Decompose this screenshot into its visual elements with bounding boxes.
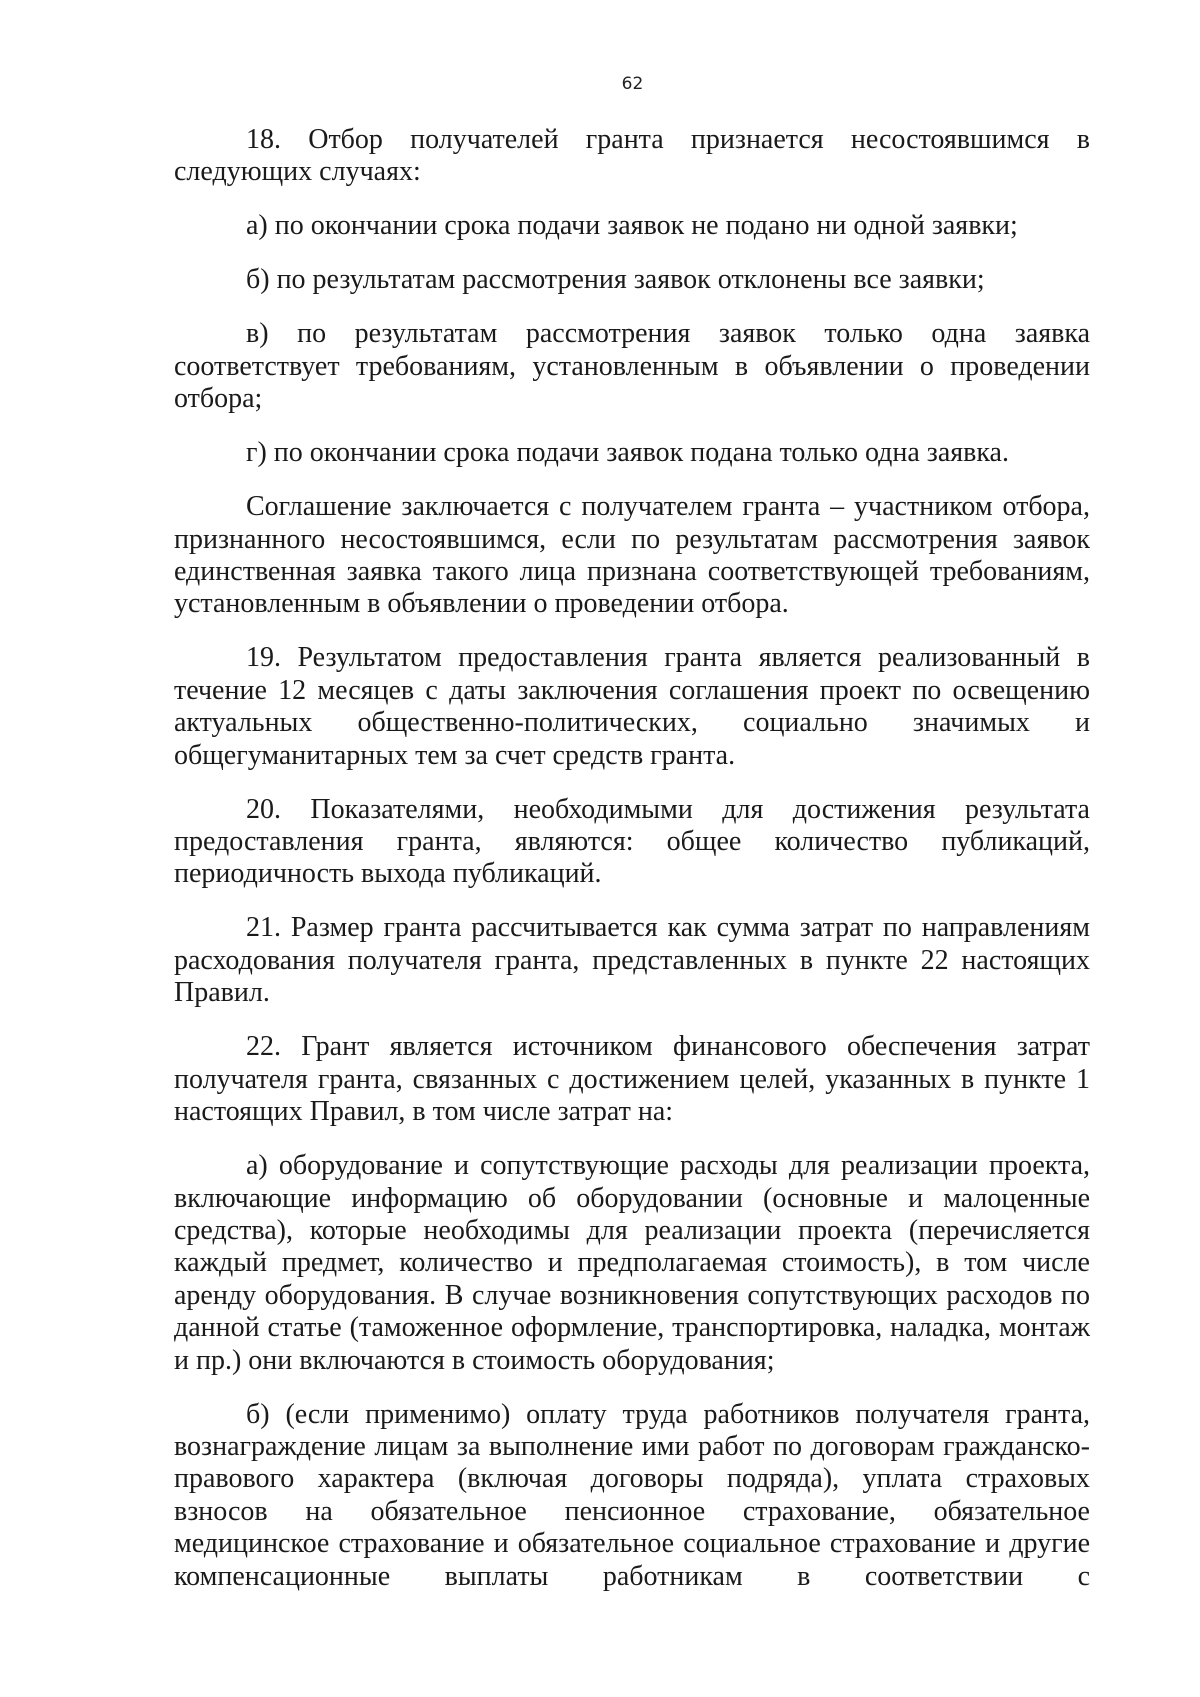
paragraph-18-g: г) по окончании срока подачи заявок подана только одна заявка. (246, 437, 1009, 469)
paragraph-18: 18. Отбор получателей гранта признается несостоявшимся в следующих случаях: (174, 124, 1090, 188)
document-body (174, 124, 1090, 1593)
paragraph-18-v: в) по результатам рассмотрения заявок только одна заявка соответствует требованиям, установленным в объявлении о проведении отбора; (174, 318, 1090, 415)
paragraph-21: 21. Размер гранта рассчитывается как сумма затрат по направлениям расходования получателя гранта, представленных в пункте 22 настоящих Правил. (174, 912, 1090, 1009)
paragraph-18-b: б) по результатам рассмотрения заявок отклонены все заявки; (246, 264, 985, 296)
paragraph-22-b: б) (если применимо) оплату труда работников получателя гранта, вознаграждение лицам за выполнение ими работ по договорам гражданско-правового характера (включая договоры подряда), уплата страховых взносов на обязательное пенсионное страхование, обязательное медицинское страхование и обязательное социальное страхование и другие компенсационные выплаты работникам в соответствии с (174, 1398, 1090, 1592)
paragraph-22: 22. Грант является источником финансового обеспечения затрат получателя гранта, связанных с достижением целей, указанных в пункте 1 настоящих Правил, в том числе затрат на: (174, 1031, 1090, 1128)
page-number: 62 (621, 74, 644, 94)
paragraph-19: 19. Результатом предоставления гранта является реализованный в течение 12 месяцев с даты заключения соглашения проект по освещению актуальных общественно-политических, социально значимых и общегуманитарных тем за счет средств гранта. (174, 642, 1090, 771)
paragraph-22-a: а) оборудование и сопутствующие расходы для реализации проекта, включающие информацию об оборудовании (основные и малоценные средства), которые необходимы для реализации проекта (перечисляется каждый предмет, количество и предполагаемая стоимость), в том числе аренду оборудования. В случае возникновения сопутствующих расходов по данной статье (таможенное оформление, транспортировка, наладка, монтаж и пр.) они включаются в стоимость оборудования; (174, 1150, 1090, 1376)
paragraph-agreement: Соглашение заключается с получателем гранта – участником отбора, признанного несостоявшимся, если по результатам рассмотрения заявок единственная заявка такого лица признана соответствующей требованиям, установленным в объявлении о проведении отбора. (174, 491, 1090, 620)
paragraph-20: 20. Показателями, необходимыми для достижения результата предоставления гранта, являются: общее количество публикаций, периодичность выхода публикаций. (174, 793, 1090, 890)
paragraph-18-a: а) по окончании срока подачи заявок не подано ни одной заявки; (246, 210, 1018, 242)
